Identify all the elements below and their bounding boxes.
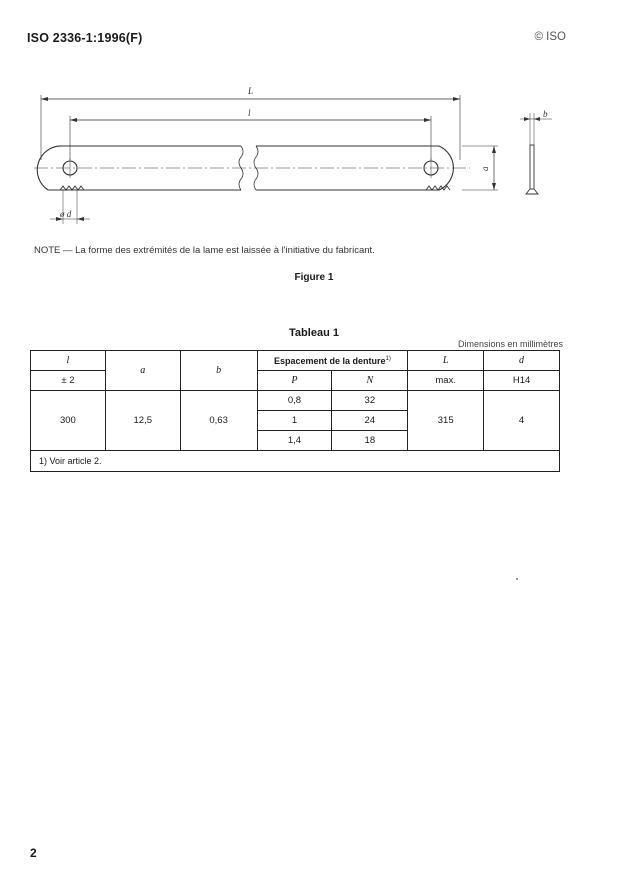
header-L-max: max. — [408, 371, 484, 391]
header-spacing-ref: 1) — [385, 355, 391, 362]
figure-note: NOTE — La forme des extrémités de la lame est laissée à l'initiative du fabricant. — [34, 245, 375, 256]
value-d: 4 — [484, 391, 560, 451]
header-l-tolerance: ± 2 — [31, 371, 106, 391]
blade-drawing — [0, 0, 628, 240]
header-d-tolerance: H14 — [484, 371, 560, 391]
value-N: 18 — [332, 431, 408, 451]
dimensions-table — [30, 350, 560, 472]
header-L: L — [408, 351, 484, 371]
dim-label-b: b — [543, 109, 548, 119]
header-spacing — [257, 351, 408, 371]
figure-caption: Figure 1 — [294, 272, 334, 283]
header-a: a — [105, 351, 180, 391]
value-L: 315 — [408, 391, 484, 451]
value-N: 24 — [332, 411, 408, 431]
standard-number: ISO 2336-1:1996(F) — [27, 31, 143, 45]
table-row — [31, 391, 560, 411]
header-l: l — [31, 351, 106, 371]
scan-speck — [516, 578, 518, 580]
page-number: 2 — [30, 846, 37, 860]
header-spacing-label: Espacement de la denture — [273, 355, 386, 366]
table-footnote: 1) Voir article 2. — [31, 451, 560, 472]
value-P: 1,4 — [257, 431, 332, 451]
value-N: 32 — [332, 391, 408, 411]
dim-label-l: l — [248, 108, 251, 118]
table-caption: Tableau 1 — [289, 327, 339, 339]
dim-label-L: L — [248, 86, 254, 96]
header-d: d — [484, 351, 560, 371]
value-P: 0,8 — [257, 391, 332, 411]
dim-label-a: a — [480, 166, 490, 171]
header-P: P — [257, 371, 332, 391]
dim-label-d: ø d — [60, 209, 72, 219]
copyright-mark: © ISO — [534, 31, 566, 43]
header-N: N — [332, 371, 408, 391]
units-note: Dimensions en millimètres — [457, 339, 563, 349]
value-a: 12,5 — [105, 391, 180, 451]
value-l: 300 — [31, 391, 106, 451]
value-b: 0,63 — [180, 391, 257, 451]
header-b: b — [180, 351, 257, 391]
value-P: 1 — [257, 411, 332, 431]
